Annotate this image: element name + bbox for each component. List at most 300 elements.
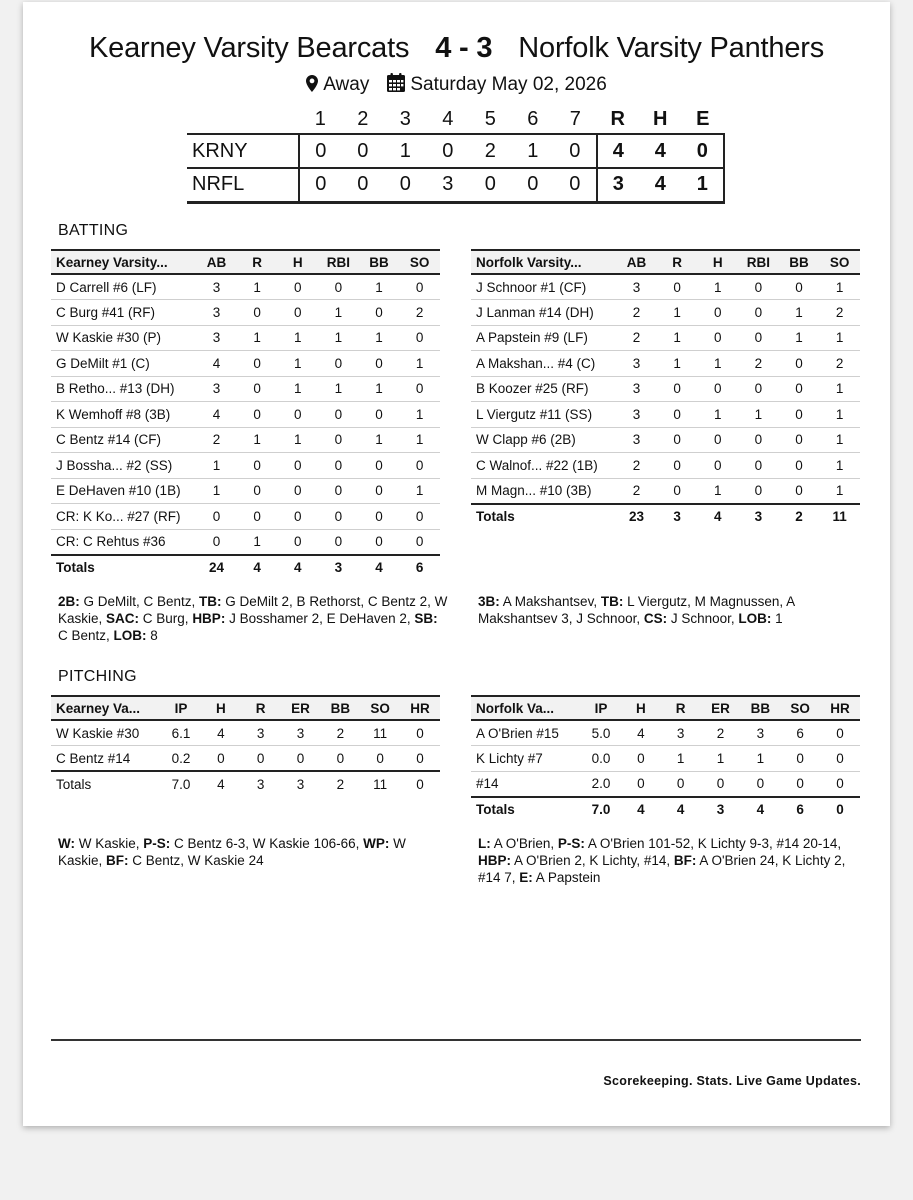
stat-cell: 2	[616, 325, 657, 351]
player-name: W Kaskie #30	[51, 720, 161, 746]
kearney-batting-notes	[58, 593, 448, 644]
stat-column-header: H	[277, 250, 318, 274]
player-name: CR: C Rehtus #36	[51, 529, 196, 555]
stat-cell: 0	[657, 453, 698, 479]
totals-label: Totals	[51, 555, 196, 581]
stat-cell: 1	[318, 300, 359, 326]
inning-score: 0	[342, 134, 385, 168]
stat-cell: 4	[196, 402, 237, 428]
note-key: BF:	[106, 853, 129, 868]
map-pin-icon	[306, 75, 318, 98]
totals-cell: 6	[780, 797, 820, 823]
inning-score: 0	[512, 168, 555, 202]
note-key: SB:	[414, 611, 438, 626]
stat-cell: 0	[399, 274, 440, 300]
totals-label: Totals	[471, 797, 581, 823]
player-name: D Carrell #6 (LF)	[51, 274, 196, 300]
totals-cell: 4	[359, 555, 400, 581]
stat-cell: 1	[819, 376, 860, 402]
note-value: J Bosshamer 2, E DeHaven 2,	[225, 611, 415, 626]
totals-cell: 11	[819, 504, 860, 530]
inning-score: 2	[469, 134, 512, 168]
stat-cell: 3	[281, 720, 321, 746]
stat-cell: 0	[661, 771, 701, 797]
player-name: C Bentz #14 (CF)	[51, 427, 196, 453]
stat-cell: 0	[657, 478, 698, 504]
note-value: J Schnoor,	[667, 611, 739, 626]
stat-cell: 0	[318, 402, 359, 428]
note-value: A Papstein	[532, 870, 601, 885]
inning-score: 0	[554, 134, 597, 168]
inning-score: 3	[427, 168, 470, 202]
table-row	[51, 351, 440, 377]
table-header-row	[471, 250, 860, 274]
inning-header: 3	[399, 108, 411, 130]
stat-column-header: BB	[320, 696, 360, 720]
stat-cell: 1	[399, 402, 440, 428]
stat-column-header: AB	[616, 250, 657, 274]
stat-cell: 3	[740, 720, 780, 746]
stat-cell: 0	[697, 325, 738, 351]
note-value: G DeMilt, C Bentz,	[79, 594, 200, 609]
stat-cell: 4	[621, 720, 661, 746]
stat-cell: 0	[657, 427, 698, 453]
footer-tagline: Scorekeeping. Stats. Live Game Updates.	[603, 1074, 861, 1088]
errors-total: 0	[682, 134, 725, 168]
stat-cell: 2	[819, 300, 860, 326]
stat-cell: 0	[359, 300, 400, 326]
line-score-team: KRNY	[187, 134, 299, 168]
player-name: G DeMilt #1 (C)	[51, 351, 196, 377]
stat-cell: 3	[616, 427, 657, 453]
stat-cell: 1	[657, 351, 698, 377]
stat-cell: 0	[277, 529, 318, 555]
note-key: 2B:	[58, 594, 80, 609]
table-header-row	[471, 696, 860, 720]
stat-cell: 2	[616, 478, 657, 504]
stat-cell: 1	[196, 478, 237, 504]
note-value: C Bentz 6-3, W Kaskie 106-66,	[170, 836, 364, 851]
totals-cell: 3	[657, 504, 698, 530]
totals-row	[51, 771, 440, 797]
note-key: P-S:	[143, 836, 171, 851]
stat-cell: 0	[780, 771, 820, 797]
table-row	[51, 720, 440, 746]
table-row	[471, 746, 860, 772]
stat-cell: 2	[819, 351, 860, 377]
table-row	[471, 427, 860, 453]
player-name: B Retho... #13 (DH)	[51, 376, 196, 402]
stat-cell: 3	[616, 402, 657, 428]
inning-header: 6	[527, 108, 539, 130]
norfolk-pitching-notes	[478, 835, 850, 886]
runs-total: 3	[597, 168, 640, 202]
stat-cell: 1	[657, 300, 698, 326]
note-value: C Bentz, W Kaskie 24	[128, 853, 264, 868]
totals-cell: 0	[400, 771, 440, 797]
note-key: E:	[519, 870, 533, 885]
stat-cell: 1	[359, 274, 400, 300]
stat-cell: 0	[697, 427, 738, 453]
note-value: A O'Brien 101-52, K Lichty 9-3, #14 20-14,	[584, 836, 842, 851]
stat-cell: 1	[819, 427, 860, 453]
stat-cell: 0	[318, 274, 359, 300]
inning-score: 1	[384, 134, 427, 168]
stat-cell: 0	[318, 504, 359, 530]
stat-cell: 0	[779, 376, 820, 402]
player-name: #14	[471, 771, 581, 797]
stat-cell: 0	[359, 504, 400, 530]
stat-column-header: SO	[819, 250, 860, 274]
stat-cell: 3	[196, 274, 237, 300]
player-name: J Schnoor #1 (CF)	[471, 274, 616, 300]
stat-cell: 1	[819, 402, 860, 428]
note-value: 8	[146, 628, 158, 643]
table-row	[471, 325, 860, 351]
kearney-pitching-notes	[58, 835, 443, 869]
stat-cell: 3	[616, 376, 657, 402]
table-row	[51, 274, 440, 300]
stat-cell: 0.2	[161, 746, 201, 772]
totals-cell: 4	[661, 797, 701, 823]
stat-cell: 0	[277, 453, 318, 479]
note-value: C Burg,	[139, 611, 193, 626]
home-team-name: Kearney Varsity Bearcats	[89, 32, 410, 64]
stat-cell: 0	[820, 746, 860, 772]
errors-header: E	[696, 108, 710, 130]
team-column-header: Kearney Va...	[51, 696, 161, 720]
stat-cell: 0	[237, 504, 278, 530]
box-score-page	[23, 2, 890, 1126]
stat-cell: 3	[616, 351, 657, 377]
note-value: A O'Brien 24, K Lichty 2, #14 7,	[478, 853, 846, 885]
totals-cell: 2	[779, 504, 820, 530]
player-name: E DeHaven #10 (1B)	[51, 478, 196, 504]
game-date: Saturday May 02, 2026	[410, 74, 607, 95]
stat-cell: 0	[779, 402, 820, 428]
calendar-icon	[387, 73, 405, 98]
note-value: W Kaskie,	[58, 836, 406, 868]
stat-cell: 0	[277, 504, 318, 530]
player-name: C Bentz #14	[51, 746, 161, 772]
stat-cell: 0	[359, 529, 400, 555]
note-key: TB:	[199, 594, 222, 609]
totals-cell: 0	[820, 797, 860, 823]
stat-cell: 0	[820, 720, 860, 746]
totals-cell: 7.0	[161, 771, 201, 797]
line-score-team: NRFL	[187, 168, 299, 202]
inning-header: 7	[569, 108, 581, 130]
inning-header: 1	[314, 108, 326, 130]
stat-cell: 1	[779, 300, 820, 326]
stat-cell: 0	[241, 746, 281, 772]
team-column-header: Norfolk Varsity...	[471, 250, 616, 274]
stat-column-header: HR	[820, 696, 860, 720]
stat-column-header: H	[697, 250, 738, 274]
stat-cell: 0	[738, 325, 779, 351]
note-key: BF:	[673, 853, 697, 868]
stat-cell: 5.0	[581, 720, 621, 746]
note-key: LOB:	[738, 611, 772, 626]
stat-cell: 0	[738, 478, 779, 504]
stat-cell: 1	[237, 529, 278, 555]
stat-column-header: R	[657, 250, 698, 274]
matchup-title	[23, 32, 890, 65]
stat-cell: 1	[819, 325, 860, 351]
stat-cell: 0.0	[581, 746, 621, 772]
stat-cell: 0	[701, 771, 741, 797]
inning-score: 0	[427, 134, 470, 168]
location-label: Away	[323, 74, 370, 95]
stat-cell: 1	[399, 427, 440, 453]
stat-cell: 0	[237, 478, 278, 504]
stat-column-header: SO	[780, 696, 820, 720]
table-header-row	[51, 696, 440, 720]
runs-total: 4	[597, 134, 640, 168]
totals-row	[51, 555, 440, 581]
stat-cell: 2	[196, 427, 237, 453]
stat-cell: 11	[360, 720, 400, 746]
totals-cell: 4	[277, 555, 318, 581]
final-score: 4 - 3	[435, 32, 493, 64]
note-key: CS:	[643, 611, 668, 626]
norfolk-batting-table	[471, 249, 860, 529]
inning-score: 0	[469, 168, 512, 202]
team-column-header: Norfolk Va...	[471, 696, 581, 720]
stat-cell: 1	[359, 376, 400, 402]
note-key: LOB:	[113, 628, 147, 643]
kearney-pitching-table	[51, 695, 440, 797]
stat-cell: 0	[196, 504, 237, 530]
note-key: L:	[478, 836, 491, 851]
player-name: A O'Brien #15	[471, 720, 581, 746]
totals-cell: 4	[237, 555, 278, 581]
stat-column-header: BB	[779, 250, 820, 274]
player-name: K Wemhoff #8 (3B)	[51, 402, 196, 428]
note-value: A O'Brien,	[490, 836, 558, 851]
note-key: WP:	[363, 836, 390, 851]
stat-cell: 1	[701, 746, 741, 772]
stat-cell: 1	[237, 274, 278, 300]
stat-cell: 4	[201, 720, 241, 746]
stat-cell: 6	[780, 720, 820, 746]
stat-cell: 0	[399, 504, 440, 530]
table-row	[51, 453, 440, 479]
stat-cell: 0	[399, 376, 440, 402]
table-row	[51, 746, 440, 772]
note-key: HBP:	[192, 611, 226, 626]
totals-cell: 3	[318, 555, 359, 581]
stat-cell: 0	[318, 453, 359, 479]
stat-cell: 0	[277, 402, 318, 428]
stat-cell: 0	[320, 746, 360, 772]
note-value: 1	[771, 611, 783, 626]
stat-cell: 6.1	[161, 720, 201, 746]
stat-cell: 3	[661, 720, 701, 746]
hits-total: 4	[639, 168, 682, 202]
stat-cell: 1	[697, 402, 738, 428]
table-header-row	[51, 250, 440, 274]
stat-cell: 0	[738, 300, 779, 326]
stat-cell: 0	[359, 402, 400, 428]
stat-cell: 4	[196, 351, 237, 377]
stat-cell: 1	[237, 325, 278, 351]
totals-label: Totals	[471, 504, 616, 530]
totals-row	[471, 797, 860, 823]
player-name: C Burg #41 (RF)	[51, 300, 196, 326]
stat-cell: 1	[779, 325, 820, 351]
player-name: W Kaskie #30 (P)	[51, 325, 196, 351]
totals-cell: 3	[281, 771, 321, 797]
stat-cell: 0	[621, 746, 661, 772]
stat-cell: 1	[318, 325, 359, 351]
player-name: M Magn... #10 (3B)	[471, 478, 616, 504]
table-row	[51, 478, 440, 504]
norfolk-batting-notes	[478, 593, 858, 627]
stat-cell: 0	[697, 376, 738, 402]
stat-cell: 3	[196, 376, 237, 402]
hits-total: 4	[639, 134, 682, 168]
stat-cell: 1	[819, 478, 860, 504]
stat-cell: 0	[400, 720, 440, 746]
stat-cell: 0	[237, 376, 278, 402]
table-row	[51, 300, 440, 326]
stat-cell: 0	[399, 529, 440, 555]
stat-cell: 0	[359, 453, 400, 479]
errors-total: 1	[682, 168, 725, 202]
stat-cell: 1	[399, 478, 440, 504]
stat-cell: 0	[318, 478, 359, 504]
stat-cell: 0	[738, 376, 779, 402]
stat-cell: 1	[277, 325, 318, 351]
stat-cell: 1	[196, 453, 237, 479]
table-row	[51, 504, 440, 530]
stat-column-header: R	[237, 250, 278, 274]
stat-cell: 1	[399, 351, 440, 377]
stat-cell: 0	[318, 427, 359, 453]
stat-cell: 0	[657, 376, 698, 402]
stat-cell: 0	[196, 529, 237, 555]
totals-cell: 3	[701, 797, 741, 823]
stat-cell: 0	[738, 427, 779, 453]
stat-cell: 1	[277, 351, 318, 377]
stat-column-header: HR	[400, 696, 440, 720]
totals-cell: 4	[740, 797, 780, 823]
stat-cell: 0	[277, 274, 318, 300]
table-row	[51, 325, 440, 351]
player-name: C Walnof... #22 (1B)	[471, 453, 616, 479]
stat-cell: 0	[318, 351, 359, 377]
note-value: G DeMilt 2, B Rethorst, C Bentz 2, W Kaskie,	[58, 594, 448, 626]
stat-cell: 3	[241, 720, 281, 746]
game-header	[23, 32, 890, 98]
stat-cell: 1	[657, 325, 698, 351]
pitching-section-title: PITCHING	[58, 668, 137, 685]
stat-cell: 0	[237, 453, 278, 479]
stat-cell: 0	[237, 402, 278, 428]
table-row	[51, 427, 440, 453]
note-value: L Viergutz, M Magnussen, A Makshantsev 3, J Schnoor,	[478, 594, 795, 626]
stat-cell: 2	[616, 453, 657, 479]
stat-cell: 1	[237, 427, 278, 453]
inning-score: 0	[342, 168, 385, 202]
stat-cell: 0	[360, 746, 400, 772]
player-name: A Makshan... #4 (C)	[471, 351, 616, 377]
line-score-row	[187, 168, 724, 202]
stat-column-header: SO	[399, 250, 440, 274]
stat-column-header: H	[621, 696, 661, 720]
totals-cell: 3	[738, 504, 779, 530]
player-name: A Papstein #9 (LF)	[471, 325, 616, 351]
stat-cell: 0	[657, 402, 698, 428]
stat-cell: 1	[359, 325, 400, 351]
player-name: W Clapp #6 (2B)	[471, 427, 616, 453]
stat-cell: 1	[819, 453, 860, 479]
stat-cell: 2	[738, 351, 779, 377]
stat-cell: 1	[359, 427, 400, 453]
line-score-row	[187, 134, 724, 168]
stat-cell: 0	[281, 746, 321, 772]
note-value: W Kaskie,	[75, 836, 144, 851]
totals-cell: 3	[241, 771, 281, 797]
table-row	[51, 529, 440, 555]
totals-label: Totals	[51, 771, 161, 797]
stat-cell: 3	[616, 274, 657, 300]
note-key: HBP:	[478, 853, 511, 868]
table-row	[471, 274, 860, 300]
stat-cell: 1	[740, 746, 780, 772]
note-key: 3B:	[478, 594, 500, 609]
inning-score: 0	[299, 134, 342, 168]
away-team-name: Norfolk Varsity Panthers	[518, 32, 824, 64]
player-name: J Bossha... #2 (SS)	[51, 453, 196, 479]
footer-divider	[51, 1039, 861, 1041]
stat-cell: 0	[400, 746, 440, 772]
table-row	[51, 402, 440, 428]
stat-column-header: IP	[581, 696, 621, 720]
stat-cell: 0	[738, 453, 779, 479]
stat-cell: 0	[359, 351, 400, 377]
stat-column-header: RBI	[318, 250, 359, 274]
hits-header: H	[653, 108, 668, 130]
game-meta	[23, 73, 890, 98]
stat-column-header: R	[661, 696, 701, 720]
player-name: B Koozer #25 (RF)	[471, 376, 616, 402]
stat-cell: 2	[616, 300, 657, 326]
totals-cell: 6	[399, 555, 440, 581]
stat-cell: 0	[779, 427, 820, 453]
stat-cell: 1	[697, 351, 738, 377]
totals-cell: 7.0	[581, 797, 621, 823]
stat-column-header: ER	[701, 696, 741, 720]
totals-cell: 4	[697, 504, 738, 530]
stat-cell: 0	[359, 478, 400, 504]
stat-cell: 0	[277, 478, 318, 504]
stat-cell: 0	[779, 351, 820, 377]
stat-cell: 1	[661, 746, 701, 772]
inning-header: 4	[442, 108, 454, 130]
stat-cell: 0	[657, 274, 698, 300]
stat-cell: 0	[318, 529, 359, 555]
stat-cell: 0	[237, 351, 278, 377]
stat-cell: 0	[820, 771, 860, 797]
note-value: A O'Brien 2, K Lichty, #14,	[511, 853, 674, 868]
totals-cell: 23	[616, 504, 657, 530]
stat-column-header: AB	[196, 250, 237, 274]
totals-cell: 4	[621, 797, 661, 823]
stat-cell: 0	[277, 300, 318, 326]
stat-cell: 0	[780, 746, 820, 772]
